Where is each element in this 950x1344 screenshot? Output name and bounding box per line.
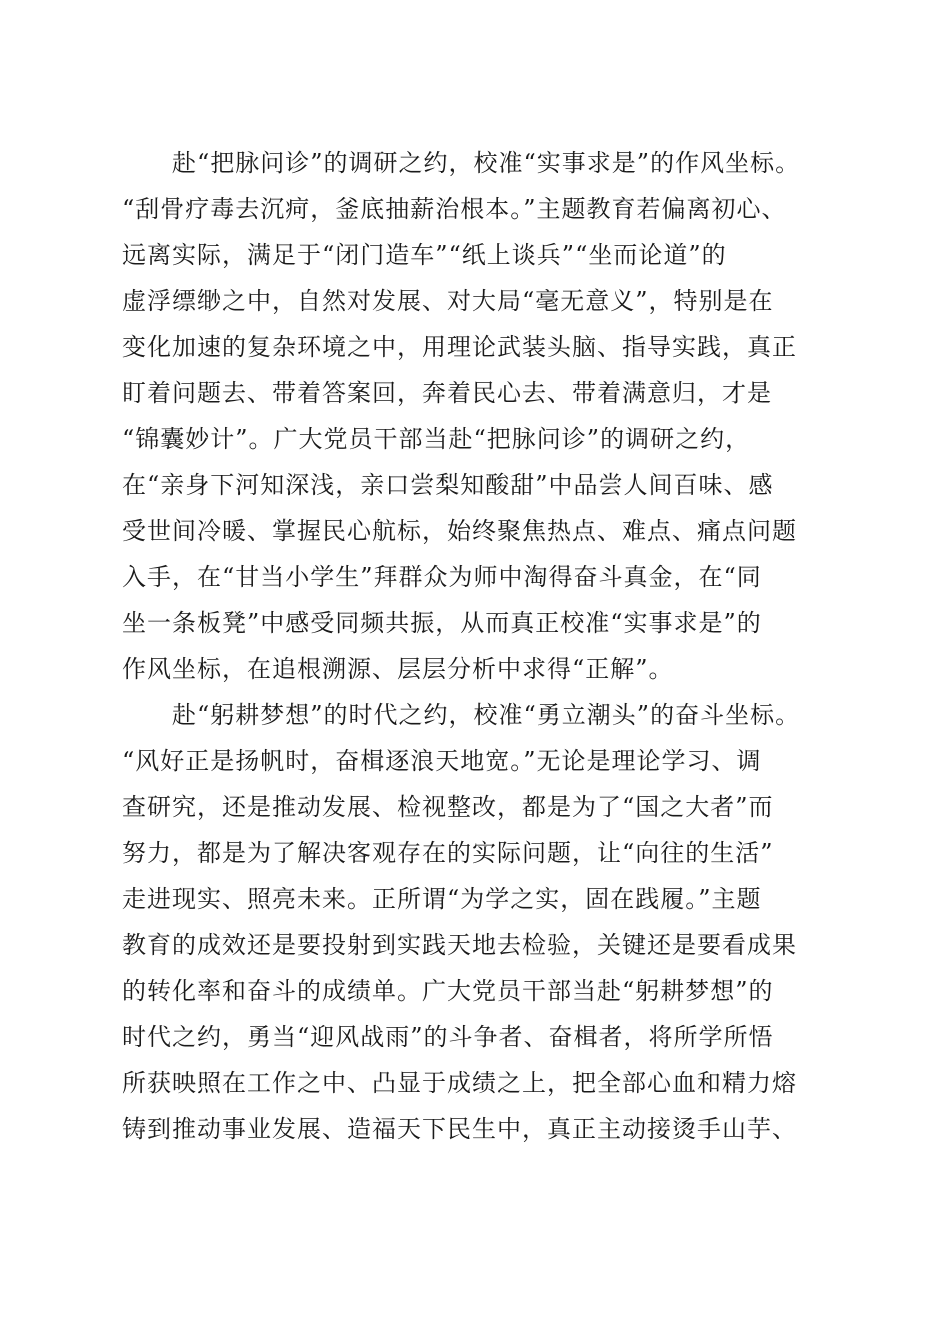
text-line: 虚浮缥缈之中，自然对发展、对大局“毫无意义”，特别是在 [122,287,774,315]
text-line: 入手，在“甘当小学生”拜群众为师中淘得奋斗真金，在“同 [122,563,762,591]
text-line: 努力，都是为了解决客观存在的实际问题，让“向往的生活” [122,839,774,867]
text-line: 在“亲身下河知深浅，亲口尝梨知酸甜”中品尝人间百味、感 [122,471,774,499]
text-line: “风好正是扬帆时，奋楫逐浪天地宽。”无论是理论学习、调 [122,747,762,775]
text-line: “锦囊妙计”。广大党员干部当赴“把脉问诊”的调研之约， [122,425,751,453]
text-line: 所获映照在工作之中、凸显于成绩之上，把全部心血和精力熔 [122,1069,797,1097]
text-line: 铸到推动事业发展、造福天下民生中，真正主动接烫手山芋、 [122,1115,797,1143]
text-line: 的转化率和奋斗的成绩单。广大党员干部当赴“躬耕梦想”的 [122,977,774,1005]
text-line: 赴“躬耕梦想”的时代之约，校准“勇立潮头”的奋斗坐标。 [122,701,801,729]
text-line: 赴“把脉问诊”的调研之约，校准“实事求是”的作风坐标。 [122,149,801,177]
text-line: 受世间冷暖、掌握民心航标，始终聚焦热点、难点、痛点问题 [122,517,797,545]
text-line: 变化加速的复杂环境之中，用理论武装头脑、指导实践，真正 [122,333,797,361]
text-line: 教育的成效还是要投射到实践天地去检验，关键还是要看成果 [122,931,797,959]
body-text [122,140,830,1152]
text-line: 远离实际，满足于“闭门造车”“纸上谈兵”“坐而论道”的 [122,241,727,269]
text-line: 作风坐标，在追根溯源、层层分析中求得“正解”。 [122,655,674,683]
text-line: 时代之约，勇当“迎风战雨”的斗争者、奋楫者，将所学所悟 [122,1023,774,1051]
text-line: “刮骨疗毒去沉疴，釜底抽薪治根本。”主题教育若偏离初心、 [122,195,787,223]
text-line: 盯着问题去、带着答案回，奔着民心去、带着满意归，才是 [122,379,772,407]
text-line: 走进现实、照亮未来。正所谓“为学之实，固在践履。”主题 [122,885,762,913]
text-line: 查研究，还是推动发展、检视整改，都是为了“国之大者”而 [122,793,774,821]
text-line: 坐一条板凳”中感受同频共振，从而真正校准“实事求是”的 [122,609,762,637]
